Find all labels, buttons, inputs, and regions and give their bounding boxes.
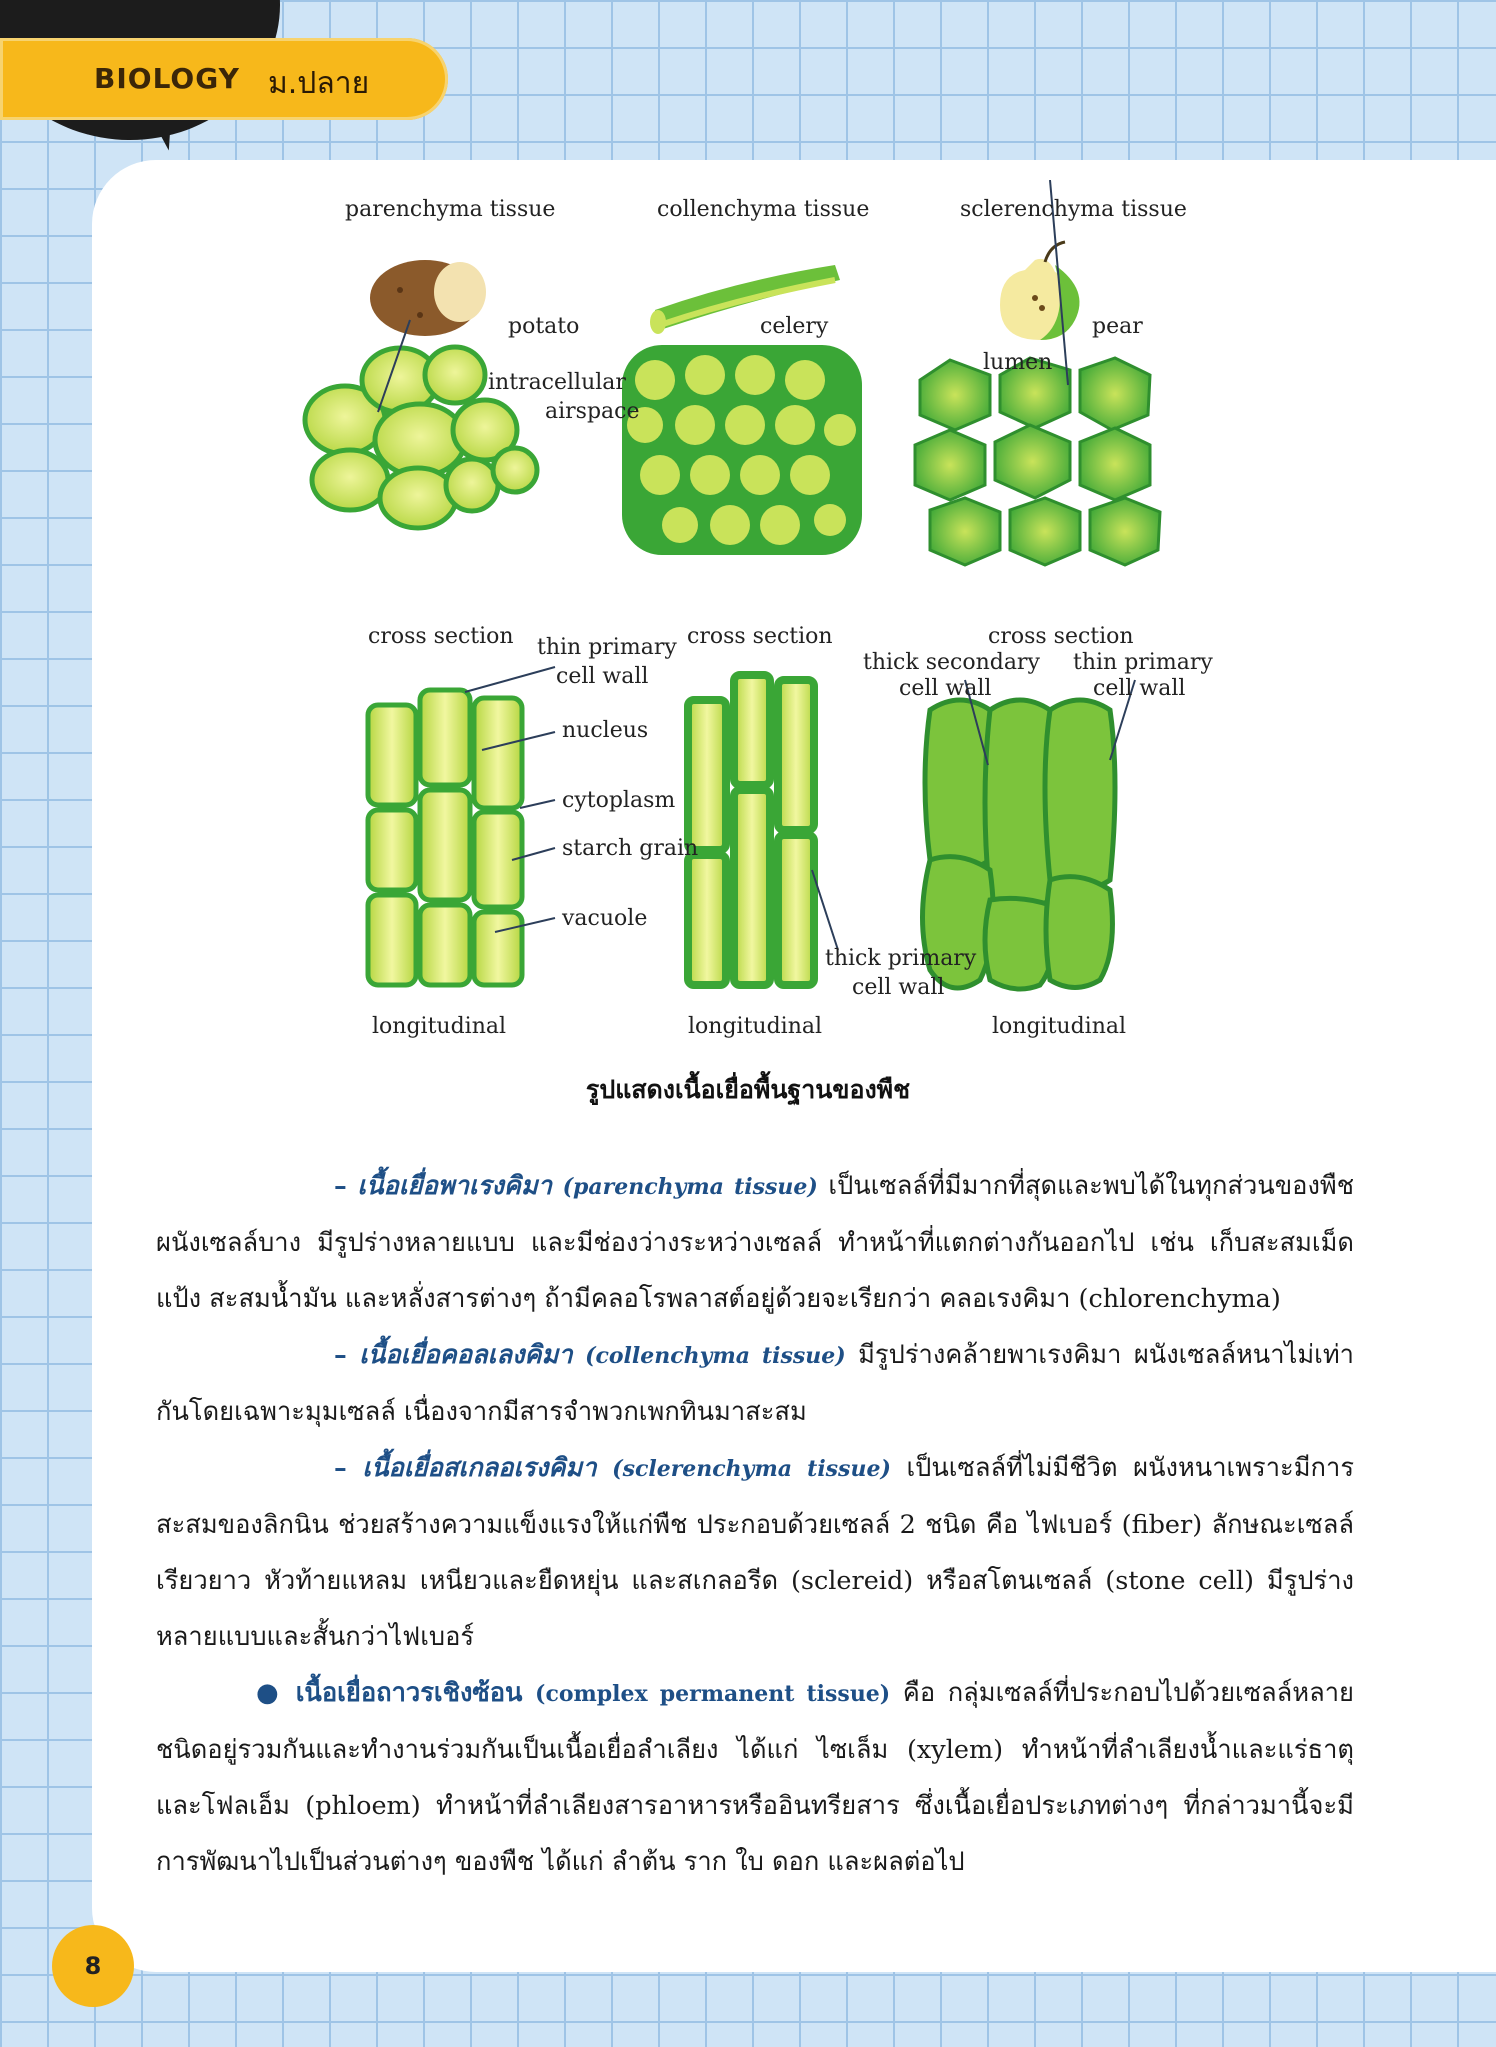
- paragraph-parenchyma-body: เป็นเซลล์ที่มีมากที่สุดและพบได้ในทุกส่วนของพืช ผนังเซลล์บาง มีรูปร่างหลายแบบ และมีช่องว่างระหว่างเซลล์ ทำหน้าที่แตกต่างกันออกไป เช่น เก็บสะสมเม็ดแป้ง สะสมน้ำมัน และหลั่งสารต่างๆ ถ้ามีคลอโรพลาสต์อยู่ด้วยจะเรียกว่า คลอเรงคิมา (chlorenchyma): [156, 1171, 1355, 1314]
- dash-marker: –: [334, 1171, 347, 1201]
- label-thick-secondary-b: cell wall: [899, 676, 992, 701]
- label-thin-primary-1a: thin primary: [537, 635, 677, 660]
- plant-tissue-figure: [300, 180, 1220, 1060]
- label-thick-secondary-a: thick secondary: [863, 650, 1040, 675]
- level-label: ม.ปลาย: [268, 66, 370, 101]
- label-celery: celery: [760, 314, 829, 339]
- label-thin-primary-2b: cell wall: [1093, 676, 1186, 701]
- label-airspace: airspace: [545, 399, 640, 424]
- paragraph-sclerenchyma-body: เป็นเซลล์ที่ไม่มีชีวิต ผนังหนาเพราะมีการสะสมของลิกนิน ช่วยสร้างความแข็งแรงให้แก่พืช ประกอบด้วยเซลล์ 2 ชนิด คือ ไฟเบอร์ (fiber) ลักษณะเซลล์เรียวยาว หัวท้ายแหลม เหนียวและยืดหยุ่น และสเกลอรีด (sclereid) หรือสโตนเซลล์ (stone cell) มีรูปร่างหลายแบบและสั้นกว่าไฟเบอร์: [156, 1453, 1355, 1652]
- paragraph-collenchyma: [156, 1327, 1354, 1440]
- sclerenchyma-cross-section: [915, 358, 1160, 565]
- label-nucleus: nucleus: [562, 718, 649, 743]
- collenchyma-cross-section: [622, 345, 862, 555]
- potato-icon: [370, 260, 486, 336]
- bullet-icon: ●: [256, 1678, 284, 1708]
- label-lumen: lumen: [983, 350, 1053, 375]
- paragraph-parenchyma: [156, 1158, 1354, 1327]
- term-parenchyma: เนื้อเยื่อพาเรงคิมา: [357, 1171, 552, 1201]
- label-longitudinal-1: longitudinal: [372, 1014, 507, 1039]
- label-thin-primary-1b: cell wall: [556, 664, 649, 689]
- title-parenchyma: parenchyma tissue: [345, 197, 556, 222]
- term-parenchyma-en: (parenchyma tissue): [562, 1174, 818, 1200]
- label-thin-primary-2a: thin primary: [1073, 650, 1213, 675]
- label-potato: potato: [508, 314, 580, 339]
- label-cross-section-3: cross section: [988, 624, 1134, 649]
- dash-marker: –: [334, 1340, 347, 1370]
- term-collenchyma-en: (collenchyma tissue): [585, 1343, 846, 1369]
- paragraph-complex-body: คือ กลุ่มเซลล์ที่ประกอบไปด้วยเซลล์หลายชนิดอยู่รวมกันและทำงานร่วมกันเป็นเนื้อเยื่อลำเลียง ได้แก่ ไซเล็ม (xylem) ทำหน้าที่ลำเลียงน้ำและแร่ธาตุ และโฟลเอ็ม (phloem) ทำหน้าที่ลำเลียงสารอาหารหรืออินทรียสาร ซึ่งเนื้อเยื่อประเภทต่างๆ ที่กล่าวมานี้จะมีการพัฒนาไปเป็นส่วนต่างๆ ของพืช ได้แก่ ลำต้น ราก ใบ ดอก และผลต่อไป: [156, 1678, 1354, 1877]
- label-longitudinal-3: longitudinal: [992, 1014, 1127, 1039]
- title-collenchyma: collenchyma tissue: [657, 197, 870, 222]
- label-cytoplasm: cytoplasm: [562, 788, 676, 813]
- label-cross-section-2: cross section: [687, 624, 833, 649]
- term-complex: เนื้อเยื่อถาวรเชิงซ้อน: [295, 1678, 523, 1708]
- term-collenchyma: เนื้อเยื่อคอลเลงคิมา: [359, 1340, 573, 1370]
- title-sclerenchyma: sclerenchyma tissue: [960, 197, 1187, 222]
- paragraph-sclerenchyma: [156, 1440, 1354, 1665]
- subject-label: BIOLOGY: [94, 62, 240, 95]
- header: [0, 0, 460, 160]
- parenchyma-longitudinal: [368, 690, 522, 985]
- figure-caption: รูปแสดงเนื้อเยื่อพื้นฐานของพืช: [585, 1075, 911, 1104]
- pear-icon: [1000, 242, 1080, 340]
- label-thick-primary-a: thick primary: [825, 946, 977, 971]
- label-starch-grain: starch grain: [562, 836, 699, 861]
- paragraph-complex-tissue: [156, 1665, 1354, 1890]
- label-thick-primary-b: cell wall: [852, 975, 945, 1000]
- label-pear: pear: [1092, 314, 1143, 339]
- term-complex-en: (complex permanent tissue): [535, 1681, 891, 1707]
- collenchyma-longitudinal: [688, 675, 814, 985]
- page-number: 8: [52, 1925, 134, 2007]
- label-longitudinal-2: longitudinal: [688, 1014, 823, 1039]
- label-vacuole: vacuole: [562, 906, 648, 931]
- paragraph-collenchyma-body: มีรูปร่างคล้ายพาเรงคิมา ผนังเซลล์หนาไม่เท่ากันโดยเฉพาะมุมเซลล์ เนื่องจากมีสารจำพวกเพกทินมาสะสม: [156, 1340, 1354, 1427]
- dash-marker: –: [334, 1453, 347, 1483]
- label-cross-section-1: cross section: [368, 624, 514, 649]
- term-sclerenchyma: เนื้อเยื่อสเกลอเรงคิมา: [362, 1453, 597, 1483]
- body-text: [156, 1158, 1354, 1890]
- term-sclerenchyma-en: (sclerenchyma tissue): [612, 1456, 891, 1482]
- label-intracellular: intracellular: [488, 370, 626, 395]
